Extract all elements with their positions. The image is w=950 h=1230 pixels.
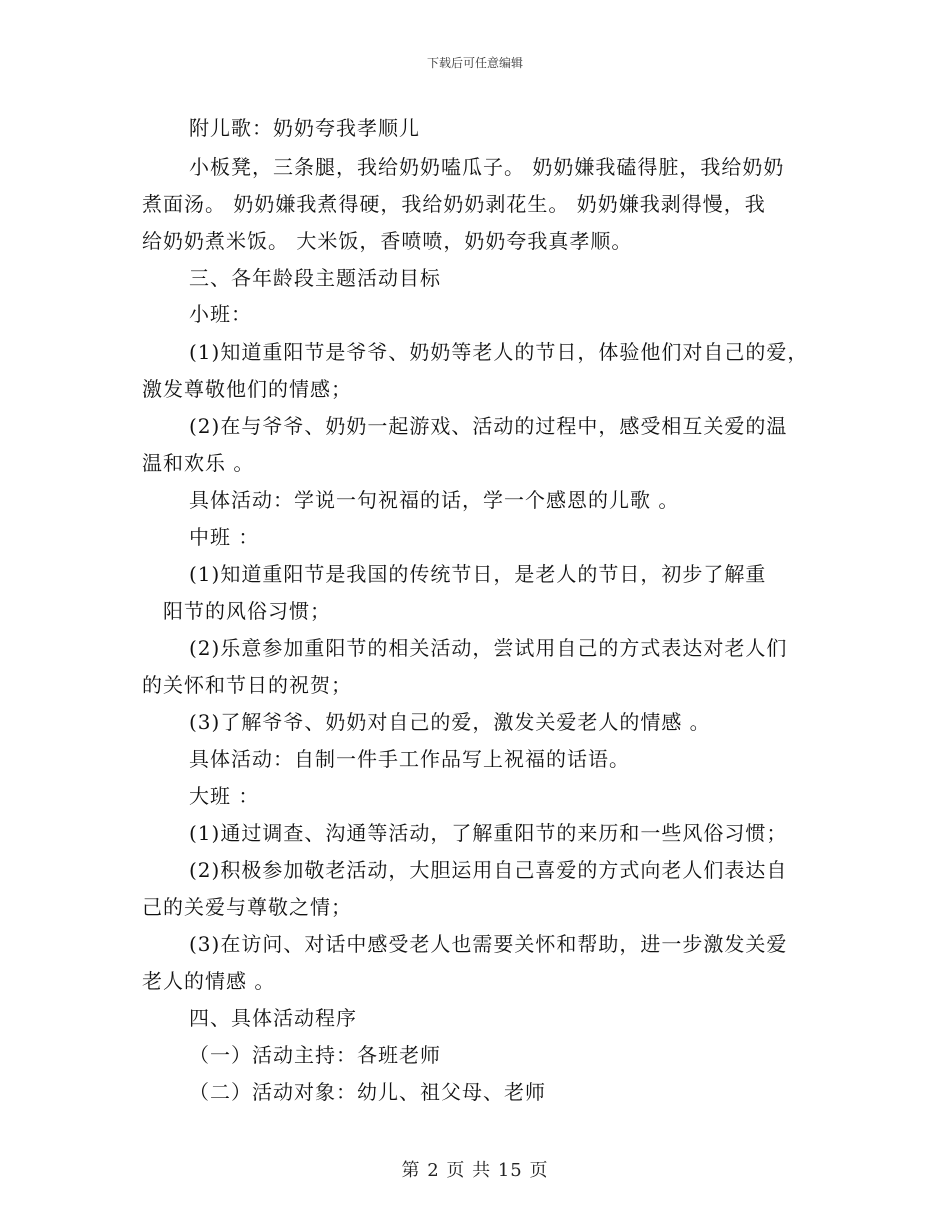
text-line: 具体活动：自制一件手工作品写上祝福的话语。	[189, 747, 630, 771]
text-line: 大班 ：	[189, 784, 260, 808]
text-line: （一）活动主持：各班老师	[189, 1043, 441, 1067]
text-line: 己的关爱与尊敬之情；	[142, 895, 352, 919]
text-line: 的关怀和节日的祝贺；	[142, 673, 352, 697]
text-line: (1)知道重阳节是我国的传统节日，是老人的节日，初步了解重	[189, 562, 767, 586]
text-line: (3)了解爷爷、奶奶对自己的爱，激发关爱老人的情感 。	[189, 710, 711, 734]
text-line: (3)在访问、对话中感受老人也需要关怀和帮助，进一步激发关爱	[189, 932, 788, 956]
text-line: 激发尊敬他们的情感；	[142, 377, 352, 401]
page-header: 下载后可任意编辑	[426, 56, 523, 70]
text-line: 小板凳，三条腿，我给奶奶嗑瓜子。 奶奶嫌我磕得脏，我给奶奶	[189, 155, 785, 179]
text-line: 温和欢乐 。	[142, 451, 255, 475]
text-line: 阳节的风俗习惯；	[163, 599, 331, 623]
text-line: 具体活动：学说一句祝福的话，学一个感恩的儿歌 。	[189, 488, 680, 512]
page-number: 第 2 页 共 15 页	[401, 1160, 549, 1181]
text-line: (1)知道重阳节是爷爷、奶奶等老人的节日，体验他们对自己的爱，	[189, 340, 809, 364]
text-line: (2)乐意参加重阳节的相关活动，尝试用自己的方式表达对老人们	[189, 636, 788, 660]
section-heading: 三、各年龄段主题活动目标	[189, 266, 441, 290]
text-line: 老人的情感 。	[142, 969, 276, 993]
text-line: 中班 ：	[189, 525, 260, 549]
text-line: 给奶奶煮米饭。 大米饭，香喷喷，奶奶夸我真孝顺。	[142, 229, 633, 253]
text-line: （二）活动对象：幼儿、祖父母、老师	[189, 1080, 546, 1104]
text-line: 附儿歌：奶奶夸我孝顺儿	[189, 116, 420, 140]
text-line: 煮面汤。 奶奶嫌我煮得硬，我给奶奶剥花生。 奶奶嫌我剥得慢，我	[142, 192, 766, 216]
text-line: (1)通过调查、沟通等活动，了解重阳节的来历和一些风俗习惯；	[189, 821, 788, 845]
text-line: (2)在与爷爷、奶奶一起游戏、活动的过程中，感受相互关爱的温	[189, 414, 788, 438]
text-line: 小班：	[189, 302, 252, 326]
section-heading: 四、具体活动程序	[189, 1006, 357, 1030]
text-line: (2)积极参加敬老活动，大胆运用自己喜爱的方式向老人们表达自	[189, 858, 788, 882]
